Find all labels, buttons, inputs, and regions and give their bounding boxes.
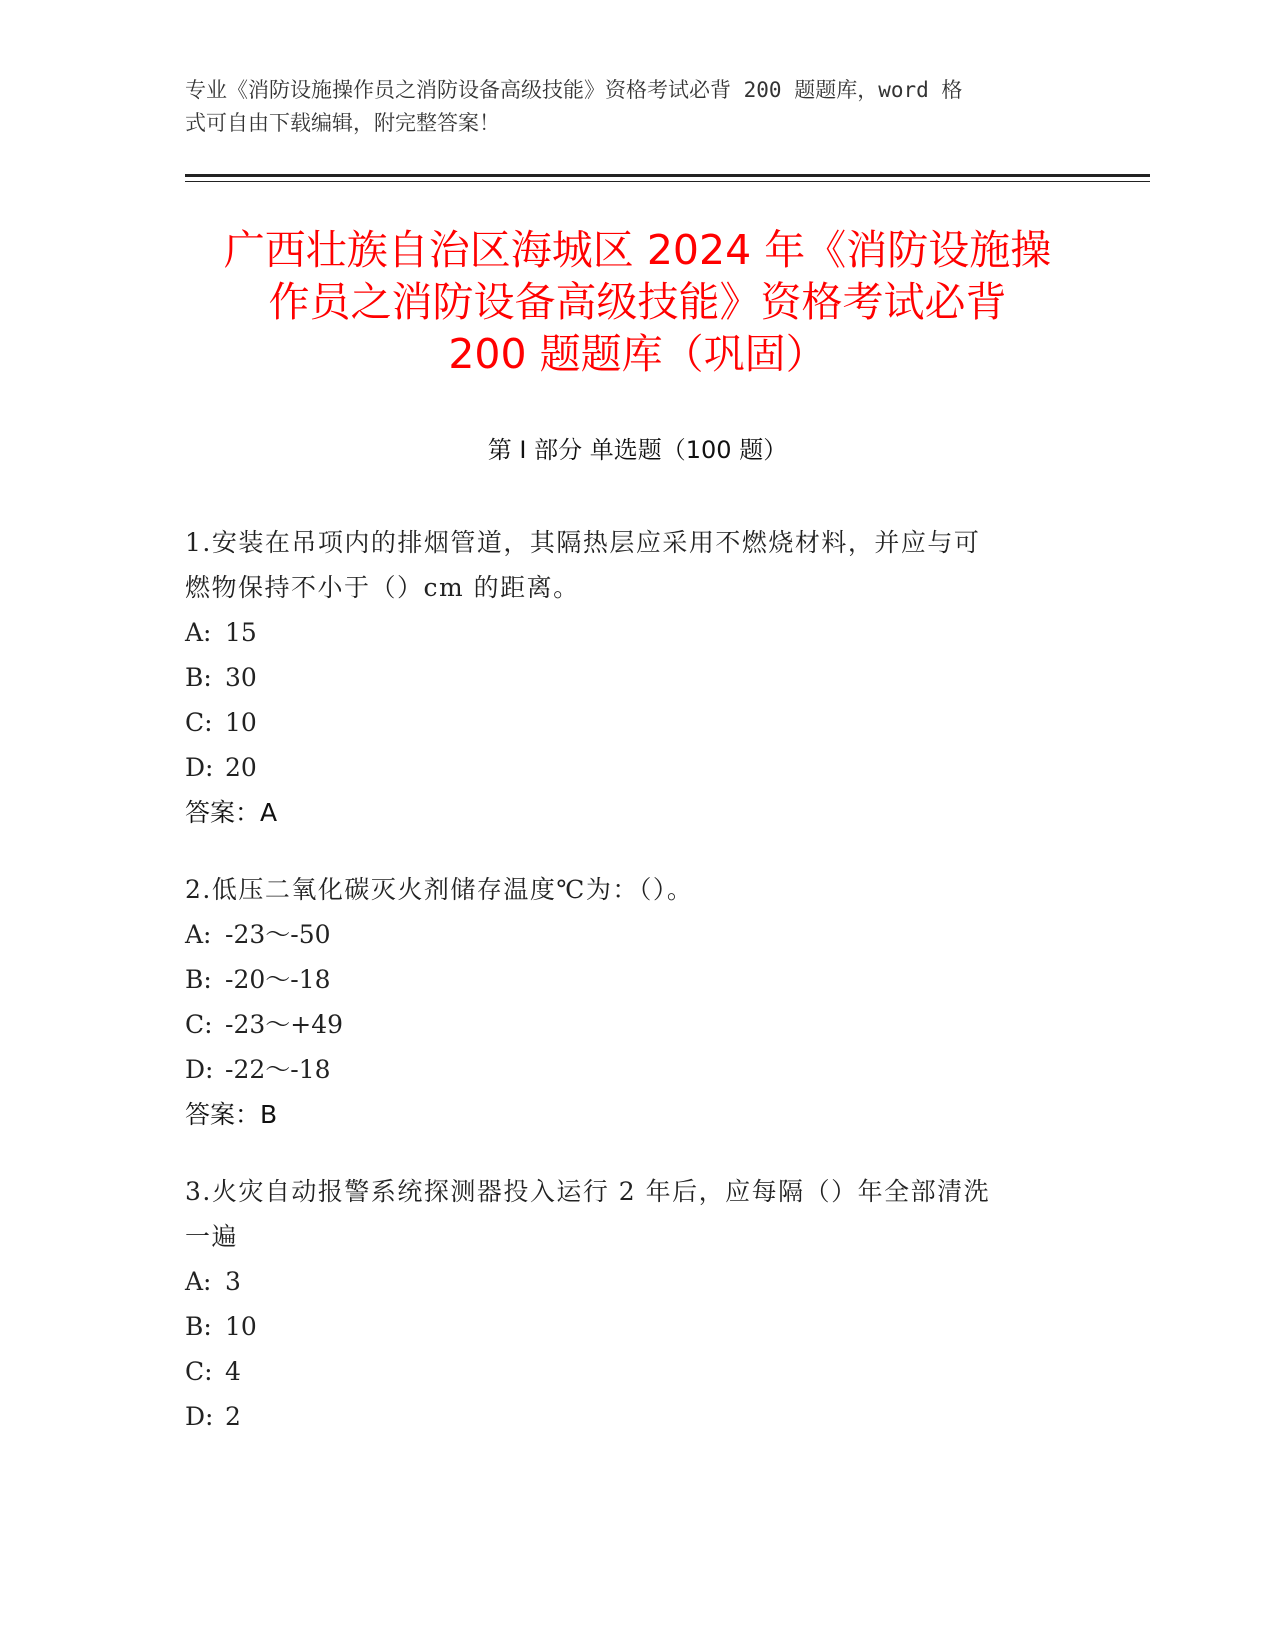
answer-line: 答案：B (185, 1100, 278, 1129)
option-c (185, 1349, 1065, 1394)
option-a (185, 912, 1065, 957)
option-text: 10 (225, 1312, 257, 1341)
question-stem-line: 1.安装在吊项内的排烟管道，其隔热层应采用不燃烧材料，并应与可 (185, 528, 981, 557)
option-text: 15 (225, 618, 257, 647)
option-d (185, 1047, 1065, 1092)
option-letter: B: (185, 1312, 212, 1341)
option-text: -23～-50 (225, 920, 331, 949)
answer-line: 答案：A (185, 798, 278, 827)
question-stem-line: 燃物保持不小于（）cm 的距离。 (185, 573, 580, 602)
option-letter: D: (185, 1055, 214, 1084)
option-letter: C: (185, 1357, 213, 1386)
option-b (185, 655, 1065, 700)
option-letter: D: (185, 1402, 214, 1431)
question-3 (185, 1169, 1065, 1439)
header-note-line-1: 专业《消防设施操作员之消防设备高级技能》资格考试必背 200 题题库，word 格 (185, 78, 963, 102)
option-letter: B: (185, 965, 212, 994)
question-stem-line: 一遍 (185, 1222, 239, 1251)
question-1 (185, 520, 1065, 835)
option-text: 30 (225, 663, 257, 692)
question-stem (185, 520, 1065, 610)
option-a (185, 1259, 1065, 1304)
option-letter: A: (185, 618, 212, 647)
option-b (185, 1304, 1065, 1349)
option-a (185, 610, 1065, 655)
header-divider-thin (185, 181, 1150, 182)
option-letter: D: (185, 753, 214, 782)
option-d (185, 745, 1065, 790)
option-d (185, 1394, 1065, 1439)
option-text: 20 (225, 753, 257, 782)
option-text: 2 (225, 1402, 241, 1431)
option-letter: B: (185, 663, 212, 692)
question-2 (185, 867, 1065, 1137)
question-stem (185, 867, 1065, 912)
option-letter: A: (185, 1267, 212, 1296)
document-title-line-2: 作员之消防设备高级技能》资格考试必背 (268, 278, 1007, 326)
option-text: -20～-18 (225, 965, 331, 994)
option-text: -23～+49 (225, 1010, 344, 1039)
question-list (185, 520, 1065, 1471)
document-title-line-3: 200 题题库（巩固） (448, 330, 827, 378)
section-heading: 第 I 部分 单选题（100 题） (487, 436, 788, 464)
option-text: 4 (225, 1357, 241, 1386)
header-divider-thick (185, 174, 1150, 177)
option-text: 10 (225, 708, 257, 737)
header-note (185, 74, 1065, 140)
option-letter: C: (185, 708, 213, 737)
option-letter: A: (185, 920, 212, 949)
option-b (185, 957, 1065, 1002)
document-title (160, 224, 1115, 380)
option-text: 3 (225, 1267, 241, 1296)
header-note-line-2: 式可自由下载编辑，附完整答案！ (185, 111, 500, 135)
question-stem (185, 1169, 1065, 1259)
question-stem-line: 3.火灾自动报警系统探测器投入运行 2 年后，应每隔（）年全部清洗 (185, 1177, 991, 1206)
document-title-line-1: 广西壮族自治区海城区 2024 年《消防设施操 (223, 226, 1052, 274)
option-c (185, 1002, 1065, 1047)
option-text: -22～-18 (225, 1055, 331, 1084)
question-stem-line: 2.低压二氧化碳灭火剂储存温度℃为：（）。 (185, 875, 694, 904)
option-letter: C: (185, 1010, 213, 1039)
option-c (185, 700, 1065, 745)
